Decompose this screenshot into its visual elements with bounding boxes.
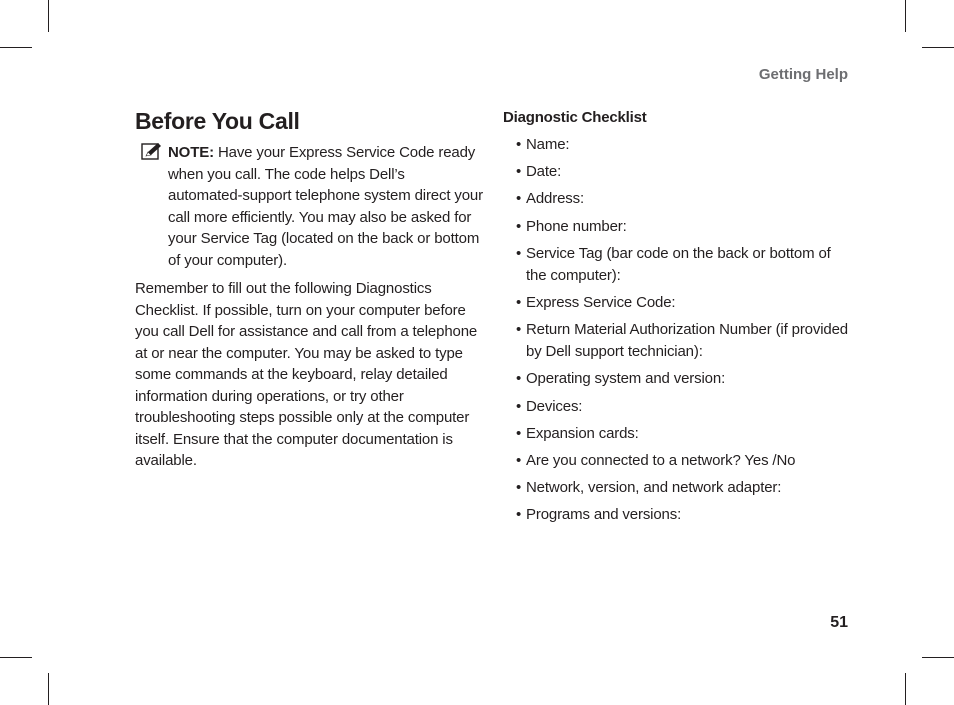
bullet: • bbox=[516, 370, 522, 388]
checklist-item bbox=[503, 477, 853, 499]
checklist-item-text: Expansion cards: bbox=[526, 424, 639, 442]
note-text bbox=[168, 142, 483, 271]
page-number: 51 bbox=[830, 614, 848, 631]
bullet: • bbox=[516, 190, 522, 208]
crop-mark bbox=[0, 47, 32, 48]
note-block bbox=[135, 142, 483, 271]
checklist-item bbox=[503, 134, 853, 156]
checklist-item bbox=[503, 216, 853, 238]
bullet: • bbox=[516, 424, 522, 442]
note-body: Have your Express Service Code ready when you call. The code helps Dell’s automated-support telephone system direct your call more efficiently. You may also be asked for your Service Tag (located on the back or bottom of your computer). bbox=[168, 144, 483, 269]
checklist-item-text: Network, version, and network adapter: bbox=[526, 479, 782, 497]
right-column bbox=[503, 107, 853, 531]
checklist-item bbox=[503, 423, 853, 445]
crop-mark bbox=[48, 0, 49, 32]
bullet: • bbox=[516, 163, 522, 181]
crop-mark bbox=[905, 0, 906, 32]
bullet: • bbox=[516, 244, 522, 262]
left-column bbox=[135, 107, 483, 472]
checklist-heading: Diagnostic Checklist bbox=[503, 109, 647, 126]
checklist-item-text: Address: bbox=[526, 190, 584, 208]
checklist-item bbox=[503, 450, 853, 472]
checklist-item-text: Name: bbox=[526, 136, 570, 153]
bullet: • bbox=[516, 321, 522, 339]
checklist bbox=[503, 134, 853, 526]
checklist-item bbox=[503, 396, 853, 418]
crop-mark bbox=[922, 47, 954, 48]
bullet: • bbox=[516, 506, 522, 524]
bullet: • bbox=[516, 397, 522, 415]
checklist-item-text: Return Material Authorization Number (if provided by Dell support technician): bbox=[526, 321, 848, 361]
bullet: • bbox=[516, 293, 522, 311]
checklist-item-text: Are you connected to a network? Yes /No bbox=[526, 451, 796, 469]
checklist-item bbox=[503, 504, 853, 526]
bullet: • bbox=[516, 479, 522, 497]
checklist-item-text: Service Tag (bar code on the back or bottom of the computer): bbox=[526, 244, 831, 284]
checklist-item-text: Phone number: bbox=[526, 217, 627, 235]
note-label: NOTE: bbox=[168, 144, 214, 161]
bullet: • bbox=[516, 217, 522, 235]
pencil-note-icon bbox=[141, 143, 161, 160]
crop-mark bbox=[905, 673, 906, 705]
bullet: • bbox=[516, 136, 522, 153]
checklist-item bbox=[503, 188, 853, 210]
checklist-item-text: Operating system and version: bbox=[526, 370, 726, 388]
body-paragraph: Remember to fill out the following Diagnostics Checklist. If possible, turn on your computer before you call Dell for assistance and call from a telephone at or near the computer. You may be asked to type some commands at the keyboard, relay detailed information during operations, or try other troubleshooting steps possible only at the computer itself. Ensure that the computer documentation is available. bbox=[135, 280, 478, 469]
running-header: Getting Help bbox=[758, 66, 848, 83]
crop-mark bbox=[922, 657, 954, 658]
checklist-item bbox=[503, 319, 853, 363]
crop-mark bbox=[0, 657, 32, 658]
bullet: • bbox=[516, 451, 522, 469]
checklist-item-text: Devices: bbox=[526, 397, 583, 415]
crop-mark bbox=[48, 673, 49, 705]
checklist-item bbox=[503, 161, 853, 183]
checklist-item bbox=[503, 292, 853, 314]
checklist-item-text: Date: bbox=[526, 163, 562, 181]
checklist-item bbox=[503, 368, 853, 390]
checklist-item-text: Programs and versions: bbox=[526, 506, 682, 524]
checklist-item-text: Express Service Code: bbox=[526, 293, 676, 311]
checklist-item bbox=[503, 243, 853, 287]
page-title: Before You Call bbox=[135, 108, 300, 134]
